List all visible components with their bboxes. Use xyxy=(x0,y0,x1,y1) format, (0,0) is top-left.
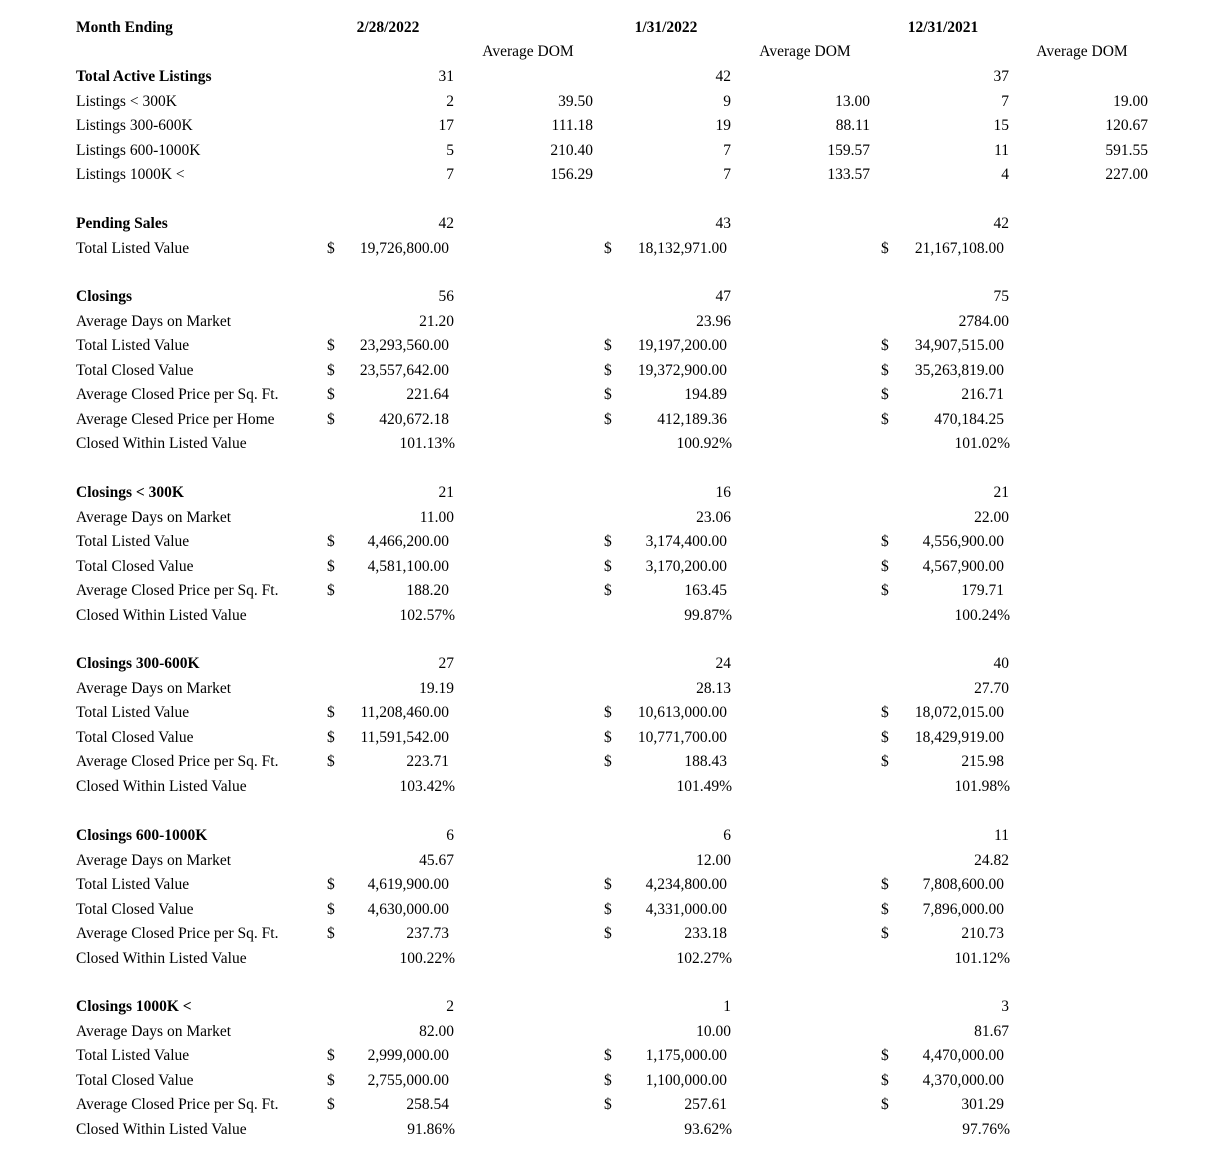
row-label: Total Closed Value xyxy=(76,729,194,746)
section-count: 37 xyxy=(993,68,1009,85)
dollar-sign: $ xyxy=(327,533,335,550)
numeric-value: 82.00 xyxy=(419,1023,454,1040)
dollar-value: 4,630,000.00 xyxy=(367,901,449,918)
dollar-sign: $ xyxy=(604,1047,612,1064)
row-label: Total Closed Value xyxy=(76,362,194,379)
dollar-value: 216.71 xyxy=(961,386,1004,403)
dollar-sign: $ xyxy=(327,876,335,893)
row-label: Total Listed Value xyxy=(76,337,190,354)
dollar-value: 3,174,400.00 xyxy=(645,533,727,550)
dollar-sign: $ xyxy=(327,1096,335,1113)
dollar-sign: $ xyxy=(327,901,335,918)
numeric-value: 5 xyxy=(446,142,454,159)
dollar-sign: $ xyxy=(327,925,335,942)
numeric-value: 12.00 xyxy=(696,852,731,869)
dollar-value: 7,808,600.00 xyxy=(922,876,1004,893)
numeric-value: 2 xyxy=(446,93,454,110)
dollar-value: 1,175,000.00 xyxy=(645,1047,727,1064)
dollar-sign: $ xyxy=(604,1096,612,1113)
section-title: Total Active Listings xyxy=(76,68,212,85)
dollar-value: 179.71 xyxy=(961,582,1004,599)
percent-value: 99.87% xyxy=(684,607,732,624)
dollar-value: 21,167,108.00 xyxy=(914,240,1004,257)
row-label: Total Listed Value xyxy=(76,533,190,550)
numeric-value: 7 xyxy=(723,166,731,183)
row-label: Listings 1000K < xyxy=(76,166,185,183)
dollar-value: 4,470,000.00 xyxy=(922,1047,1004,1064)
dollar-value: 188.43 xyxy=(684,753,727,770)
average-dom-value: 159.57 xyxy=(827,142,870,159)
dollar-value: 2,755,000.00 xyxy=(367,1072,449,1089)
dollar-sign: $ xyxy=(881,729,889,746)
row-label: Total Closed Value xyxy=(76,558,194,575)
row-label: Total Closed Value xyxy=(76,1072,194,1089)
dollar-sign: $ xyxy=(881,1047,889,1064)
dollar-value: 1,100,000.00 xyxy=(645,1072,727,1089)
percent-value: 102.27% xyxy=(676,950,732,967)
dollar-value: 223.71 xyxy=(406,753,449,770)
row-label: Closed Within Listed Value xyxy=(76,435,247,452)
row-label: Total Listed Value xyxy=(76,240,190,257)
section-count: 42 xyxy=(993,215,1009,232)
dollar-sign: $ xyxy=(327,753,335,770)
dollar-value: 301.29 xyxy=(961,1096,1004,1113)
dollar-value: 18,072,015.00 xyxy=(914,704,1004,721)
row-label: Closed Within Listed Value xyxy=(76,1121,247,1138)
percent-value: 100.92% xyxy=(676,435,732,452)
percent-value: 101.49% xyxy=(676,778,732,795)
header-month: 2/28/2022 xyxy=(356,19,420,36)
average-dom-value: 13.00 xyxy=(835,93,870,110)
average-dom-value: 88.11 xyxy=(835,117,870,134)
dollar-sign: $ xyxy=(604,753,612,770)
header-label: Month Ending xyxy=(76,19,173,36)
dollar-sign: $ xyxy=(327,558,335,575)
average-dom-value: 111.18 xyxy=(551,117,593,134)
dollar-sign: $ xyxy=(327,362,335,379)
percent-value: 93.62% xyxy=(684,1121,732,1138)
row-label: Average Closed Price per Sq. Ft. xyxy=(76,753,279,770)
dollar-value: 23,293,560.00 xyxy=(359,337,449,354)
section-count: 47 xyxy=(715,288,731,305)
dollar-sign: $ xyxy=(604,558,612,575)
dollar-value: 11,591,542.00 xyxy=(360,729,449,746)
dollar-sign: $ xyxy=(604,411,612,428)
dollar-value: 237.73 xyxy=(406,925,449,942)
numeric-value: 7 xyxy=(1001,93,1009,110)
average-dom-value: 39.50 xyxy=(558,93,593,110)
dollar-sign: $ xyxy=(881,876,889,893)
numeric-value: 7 xyxy=(723,142,731,159)
numeric-value: 23.96 xyxy=(696,313,731,330)
section-title: Closings 300-600K xyxy=(76,655,200,672)
dollar-value: 18,429,919.00 xyxy=(914,729,1004,746)
row-label: Total Closed Value xyxy=(76,901,194,918)
numeric-value: 4 xyxy=(1001,166,1009,183)
dollar-value: 4,567,900.00 xyxy=(922,558,1004,575)
average-dom-value: 591.55 xyxy=(1105,142,1148,159)
average-dom-header: Average DOM xyxy=(482,43,574,60)
section-count: 21 xyxy=(993,484,1009,501)
section-count: 1 xyxy=(723,998,731,1015)
header-month: 1/31/2022 xyxy=(634,19,698,36)
average-dom-header: Average DOM xyxy=(1036,43,1128,60)
dollar-sign: $ xyxy=(604,729,612,746)
row-label: Average Closed Price per Sq. Ft. xyxy=(76,582,279,599)
percent-value: 91.86% xyxy=(407,1121,455,1138)
dollar-sign: $ xyxy=(604,901,612,918)
dollar-value: 19,726,800.00 xyxy=(359,240,449,257)
dollar-value: 3,170,200.00 xyxy=(645,558,727,575)
row-label: Average Closed Price per Sq. Ft. xyxy=(76,386,279,403)
row-label: Closed Within Listed Value xyxy=(76,607,247,624)
percent-value: 101.02% xyxy=(954,435,1010,452)
dollar-sign: $ xyxy=(604,362,612,379)
dollar-sign: $ xyxy=(327,1072,335,1089)
percent-value: 101.98% xyxy=(954,778,1010,795)
percent-value: 100.22% xyxy=(399,950,455,967)
dollar-sign: $ xyxy=(881,704,889,721)
row-label: Average Days on Market xyxy=(76,1023,232,1040)
section-count: 16 xyxy=(715,484,731,501)
dollar-sign: $ xyxy=(881,533,889,550)
section-count: 42 xyxy=(715,68,731,85)
dollar-value: 10,771,700.00 xyxy=(637,729,727,746)
dollar-sign: $ xyxy=(327,1047,335,1064)
numeric-value: 22.00 xyxy=(974,509,1009,526)
dollar-value: 11,208,460.00 xyxy=(360,704,449,721)
row-label: Listings 600-1000K xyxy=(76,142,201,159)
section-count: 2 xyxy=(446,998,454,1015)
average-dom-value: 19.00 xyxy=(1113,93,1148,110)
row-label: Total Listed Value xyxy=(76,876,190,893)
section-count: 75 xyxy=(993,288,1009,305)
section-count: 11 xyxy=(994,827,1009,844)
dollar-sign: $ xyxy=(327,240,335,257)
row-label: Average Days on Market xyxy=(76,313,232,330)
numeric-value: 27.70 xyxy=(974,680,1009,697)
dollar-sign: $ xyxy=(604,582,612,599)
dollar-sign: $ xyxy=(604,240,612,257)
dollar-value: 4,556,900.00 xyxy=(922,533,1004,550)
dollar-sign: $ xyxy=(327,582,335,599)
row-label: Average Closed Price per Sq. Ft. xyxy=(76,925,279,942)
dollar-value: 7,896,000.00 xyxy=(922,901,1004,918)
dollar-sign: $ xyxy=(327,729,335,746)
section-title: Closings 600-1000K xyxy=(76,827,208,844)
section-count: 21 xyxy=(438,484,454,501)
dollar-sign: $ xyxy=(604,337,612,354)
numeric-value: 19.19 xyxy=(419,680,454,697)
dollar-value: 163.45 xyxy=(684,582,727,599)
dollar-sign: $ xyxy=(881,1072,889,1089)
row-label: Average Days on Market xyxy=(76,680,232,697)
row-label: Average Clesed Price per Home xyxy=(76,411,275,428)
dollar-sign: $ xyxy=(881,582,889,599)
section-count: 56 xyxy=(438,288,454,305)
average-dom-value: 133.57 xyxy=(827,166,870,183)
numeric-value: 2784.00 xyxy=(958,313,1009,330)
section-count: 6 xyxy=(723,827,731,844)
percent-value: 102.57% xyxy=(399,607,455,624)
dollar-value: 4,234,800.00 xyxy=(645,876,727,893)
dollar-value: 210.73 xyxy=(961,925,1004,942)
dollar-sign: $ xyxy=(604,876,612,893)
dollar-value: 194.89 xyxy=(684,386,727,403)
numeric-value: 17 xyxy=(438,117,454,134)
dollar-value: 23,557,642.00 xyxy=(359,362,449,379)
numeric-value: 11 xyxy=(994,142,1009,159)
average-dom-value: 156.29 xyxy=(550,166,593,183)
row-label: Average Days on Market xyxy=(76,852,232,869)
dollar-sign: $ xyxy=(327,704,335,721)
percent-value: 103.42% xyxy=(399,778,455,795)
section-count: 27 xyxy=(438,655,454,672)
dollar-sign: $ xyxy=(881,558,889,575)
dollar-value: 2,999,000.00 xyxy=(367,1047,449,1064)
dollar-value: 10,613,000.00 xyxy=(637,704,727,721)
numeric-value: 19 xyxy=(715,117,731,134)
dollar-sign: $ xyxy=(881,1096,889,1113)
dollar-value: 233.18 xyxy=(684,925,727,942)
dollar-sign: $ xyxy=(881,901,889,918)
dollar-value: 4,331,000.00 xyxy=(645,901,727,918)
section-count: 42 xyxy=(438,215,454,232)
section-title: Closings 1000K < xyxy=(76,998,192,1015)
row-label: Average Days on Market xyxy=(76,509,232,526)
dollar-value: 470,184.25 xyxy=(934,411,1004,428)
numeric-value: 28.13 xyxy=(696,680,731,697)
section-title: Pending Sales xyxy=(76,215,168,232)
dollar-sign: $ xyxy=(881,386,889,403)
section-count: 3 xyxy=(1001,998,1009,1015)
dollar-value: 18,132,971.00 xyxy=(637,240,727,257)
section-count: 24 xyxy=(715,655,731,672)
section-count: 40 xyxy=(993,655,1009,672)
row-label: Listings < 300K xyxy=(76,93,177,110)
dollar-value: 258.54 xyxy=(406,1096,449,1113)
dollar-value: 188.20 xyxy=(406,582,449,599)
average-dom-header: Average DOM xyxy=(759,43,851,60)
numeric-value: 21.20 xyxy=(419,313,454,330)
numeric-value: 81.67 xyxy=(974,1023,1009,1040)
dollar-value: 4,581,100.00 xyxy=(367,558,449,575)
dollar-value: 34,907,515.00 xyxy=(914,337,1004,354)
dollar-value: 420,672.18 xyxy=(379,411,449,428)
numeric-value: 9 xyxy=(723,93,731,110)
row-label: Closed Within Listed Value xyxy=(76,950,247,967)
dollar-sign: $ xyxy=(881,337,889,354)
percent-value: 97.76% xyxy=(962,1121,1010,1138)
percent-value: 100.24% xyxy=(954,607,1010,624)
header-month: 12/31/2021 xyxy=(907,19,979,36)
section-count: 43 xyxy=(715,215,731,232)
section-count: 31 xyxy=(438,68,454,85)
dollar-sign: $ xyxy=(881,240,889,257)
section-title: Closings < 300K xyxy=(76,484,184,501)
row-label: Average Closed Price per Sq. Ft. xyxy=(76,1096,279,1113)
dollar-sign: $ xyxy=(327,411,335,428)
dollar-sign: $ xyxy=(881,925,889,942)
dollar-sign: $ xyxy=(881,362,889,379)
section-title: Closings xyxy=(76,288,132,305)
dollar-value: 412,189.36 xyxy=(657,411,727,428)
dollar-sign: $ xyxy=(881,753,889,770)
dollar-sign: $ xyxy=(604,533,612,550)
dollar-value: 19,197,200.00 xyxy=(637,337,727,354)
numeric-value: 23.06 xyxy=(696,509,731,526)
row-label: Listings 300-600K xyxy=(76,117,193,134)
numeric-value: 45.67 xyxy=(419,852,454,869)
row-label: Total Listed Value xyxy=(76,1047,190,1064)
numeric-value: 10.00 xyxy=(696,1023,731,1040)
row-label: Closed Within Listed Value xyxy=(76,778,247,795)
numeric-value: 7 xyxy=(446,166,454,183)
numeric-value: 11.00 xyxy=(419,509,454,526)
dollar-value: 215.98 xyxy=(961,753,1004,770)
dollar-sign: $ xyxy=(604,925,612,942)
average-dom-value: 120.67 xyxy=(1105,117,1148,134)
dollar-sign: $ xyxy=(327,386,335,403)
dollar-value: 4,466,200.00 xyxy=(367,533,449,550)
dollar-value: 4,370,000.00 xyxy=(922,1072,1004,1089)
numeric-value: 15 xyxy=(993,117,1009,134)
percent-value: 101.13% xyxy=(399,435,455,452)
average-dom-value: 227.00 xyxy=(1105,166,1148,183)
dollar-sign: $ xyxy=(604,1072,612,1089)
dollar-value: 35,263,819.00 xyxy=(914,362,1004,379)
numeric-value: 24.82 xyxy=(974,852,1009,869)
average-dom-value: 210.40 xyxy=(550,142,593,159)
dollar-sign: $ xyxy=(604,386,612,403)
dollar-sign: $ xyxy=(327,337,335,354)
dollar-value: 221.64 xyxy=(406,386,449,403)
row-label: Total Listed Value xyxy=(76,704,190,721)
dollar-value: 19,372,900.00 xyxy=(637,362,727,379)
section-count: 6 xyxy=(446,827,454,844)
dollar-sign: $ xyxy=(604,704,612,721)
dollar-sign: $ xyxy=(881,411,889,428)
percent-value: 101.12% xyxy=(954,950,1010,967)
dollar-value: 4,619,900.00 xyxy=(367,876,449,893)
dollar-value: 257.61 xyxy=(684,1096,727,1113)
